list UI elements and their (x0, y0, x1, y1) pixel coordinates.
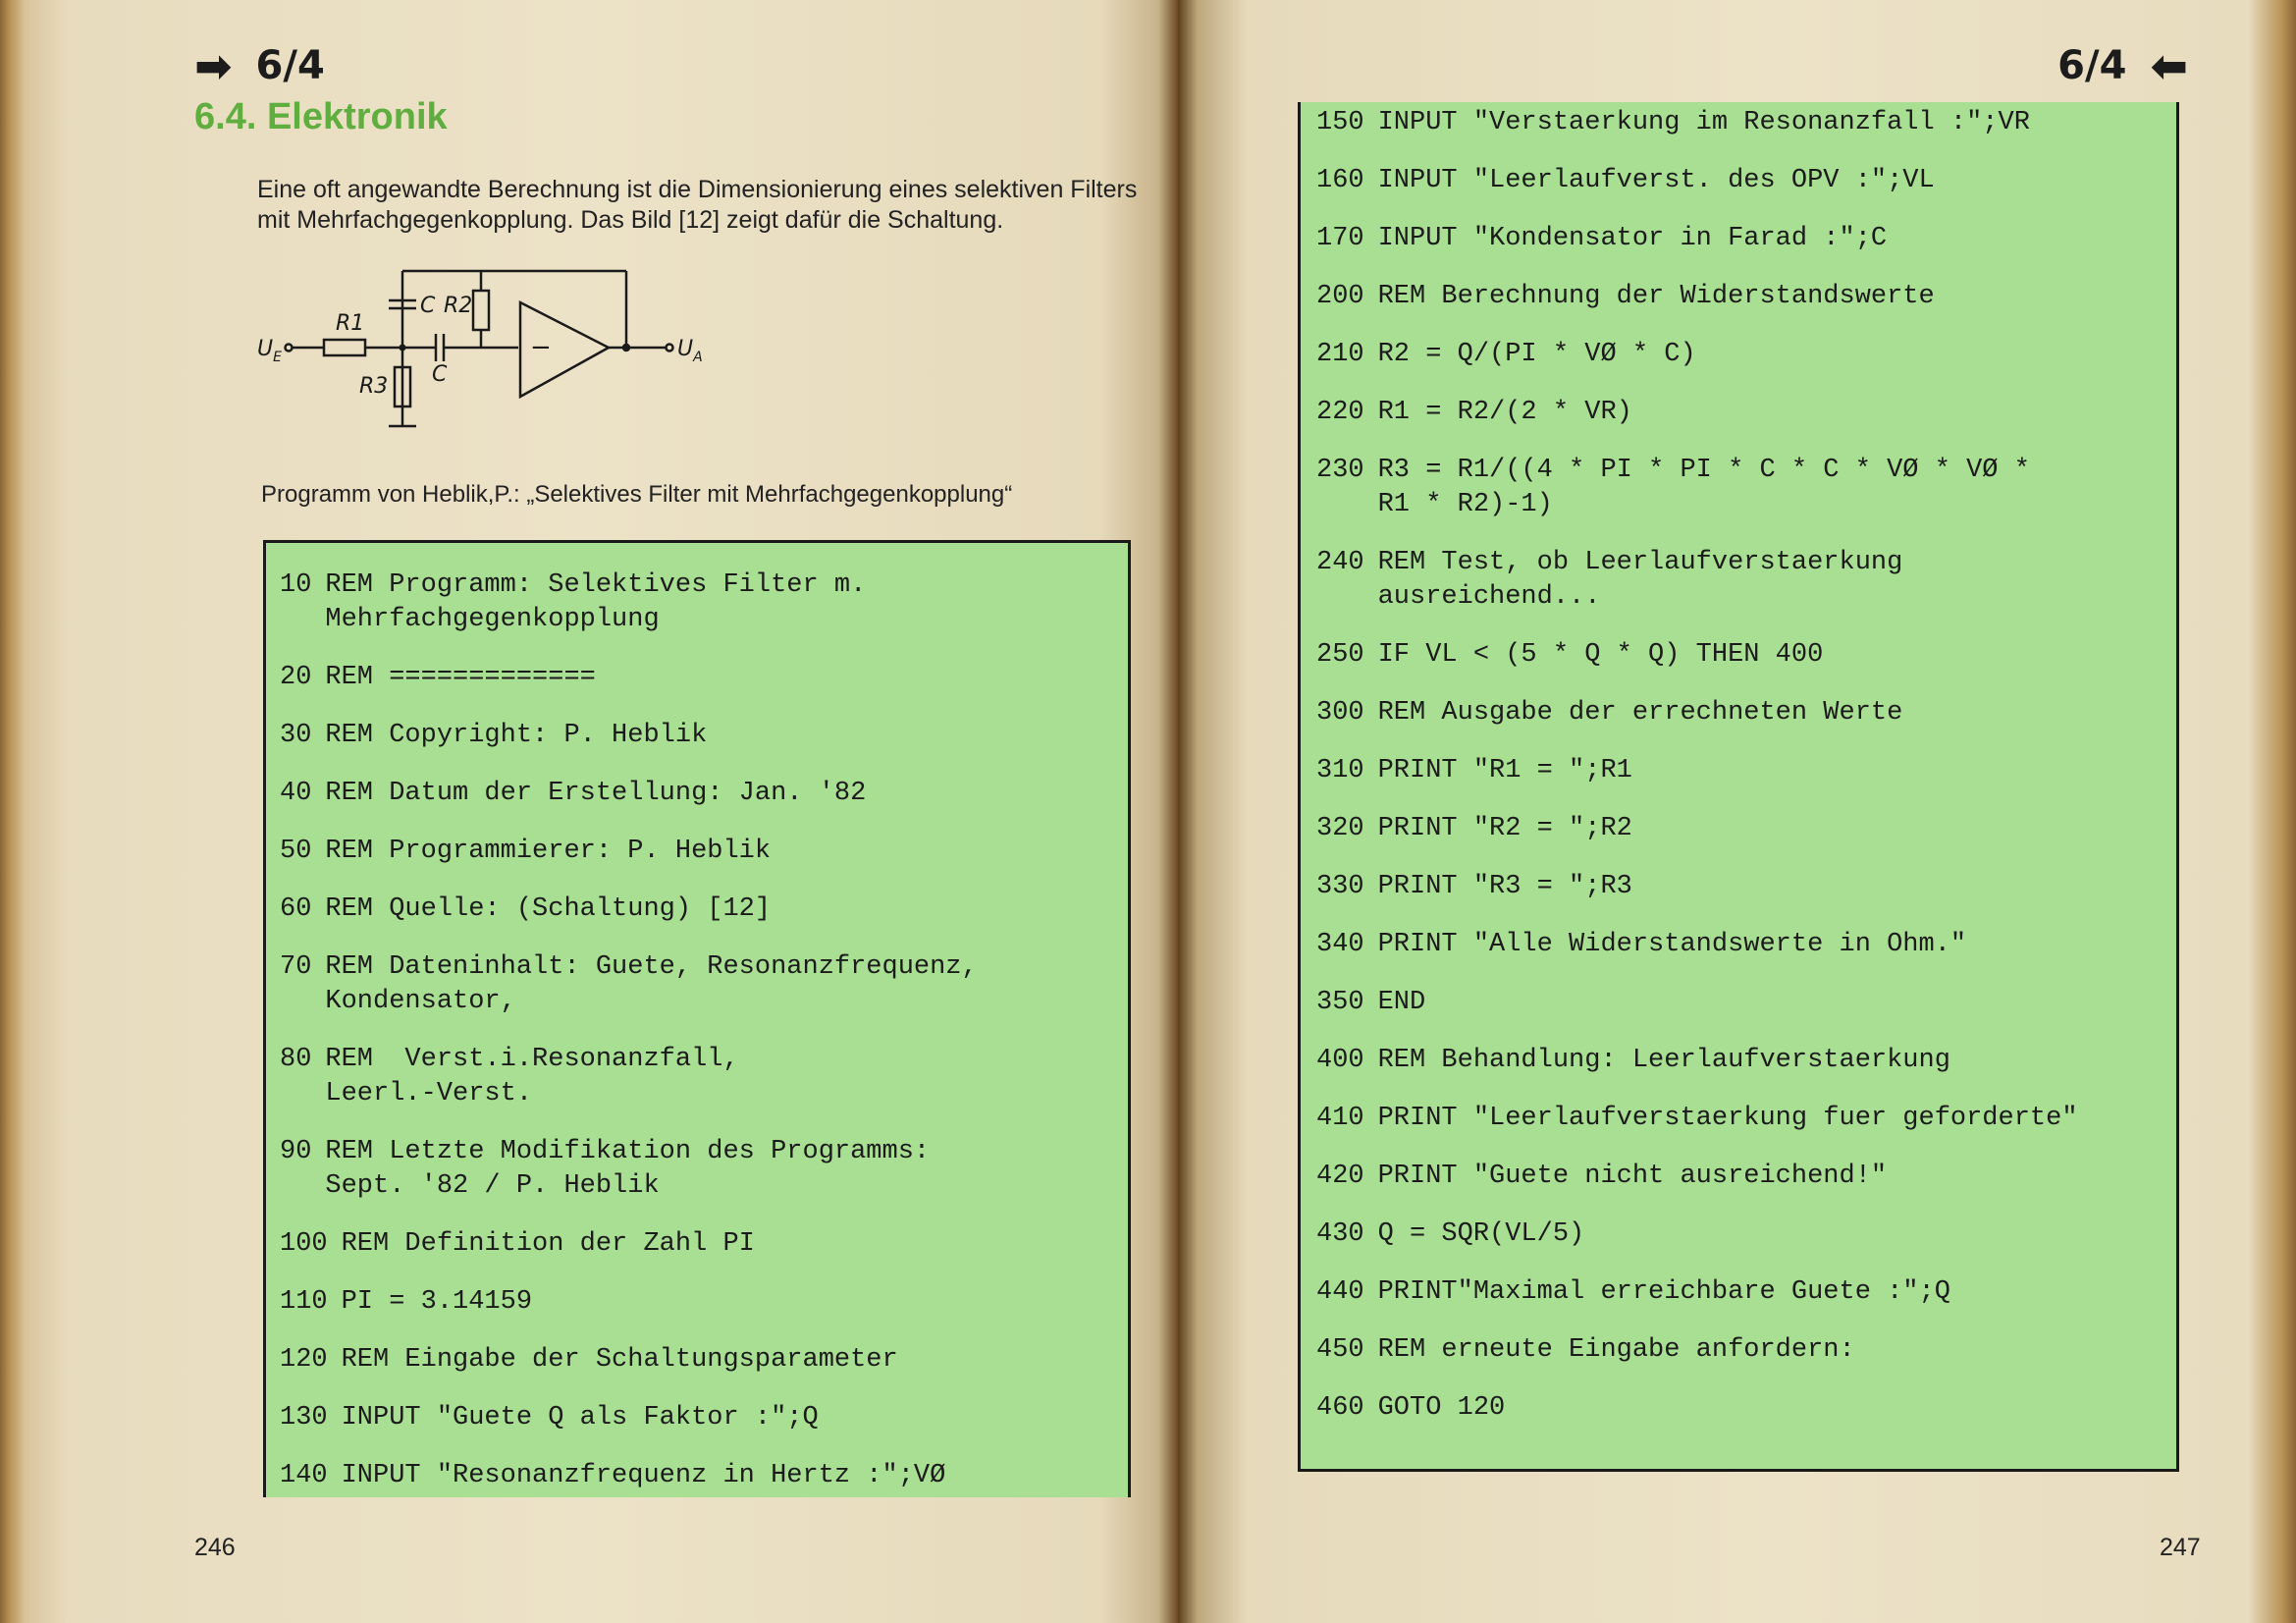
code-text: R3 = R1/((4 * PI * PI * C * C * VØ * VØ * R1 * R2)-1) (1377, 456, 2030, 519)
code-text: REM Berechnung der Widerstandswerte (1377, 282, 1935, 311)
line-number: 80 (280, 1045, 312, 1074)
line-number: 20 (280, 663, 312, 692)
line-number: 230 (1316, 456, 1364, 485)
code-line (1316, 696, 2166, 730)
code-line (1316, 454, 2166, 522)
section-number: 6/4 (2057, 43, 2127, 88)
code-text: PRINT "R2 = ";R2 (1377, 814, 1632, 843)
arrow-right-icon: ➡ (194, 39, 233, 92)
code-text: REM Datum der Erstellung: Jan. '82 (325, 779, 867, 808)
code-line (1316, 546, 2166, 615)
code-line (1316, 928, 2166, 962)
line-number: 210 (1316, 340, 1364, 369)
filter-schematic (253, 257, 715, 444)
line-number: 30 (280, 721, 312, 750)
line-number: 220 (1316, 398, 1364, 427)
section-header-right (2057, 39, 2188, 92)
line-number: 170 (1316, 224, 1364, 253)
code-text: INPUT "Verstaerkung im Resonanzfall :";VR (1377, 108, 2030, 137)
line-number: 40 (280, 779, 312, 808)
line-number: 320 (1316, 814, 1364, 843)
line-number: 120 (280, 1345, 328, 1375)
code-listing-left (263, 540, 1131, 1497)
line-number: 450 (1316, 1335, 1364, 1365)
code-line (280, 1459, 1118, 1493)
code-line (1316, 1160, 2166, 1194)
code-line (280, 1043, 1118, 1111)
svg-text:UE: $U_E$ (257, 337, 282, 365)
code-text: INPUT "Guete Q als Faktor :";Q (341, 1403, 819, 1433)
line-number: 250 (1316, 640, 1364, 670)
code-line (1316, 1275, 2166, 1310)
code-line (280, 1401, 1118, 1435)
code-text: REM Eingabe der Schaltungsparameter (341, 1345, 898, 1375)
line-number: 110 (280, 1287, 328, 1317)
svg-text:R2: R2 (444, 294, 473, 318)
line-number: 420 (1316, 1162, 1364, 1191)
code-text: PRINT "R1 = ";R1 (1377, 756, 1632, 785)
code-line (1316, 870, 2166, 904)
code-text: REM Dateninhalt: Guete, Resonanzfrequenz, Kondensator, (325, 952, 978, 1016)
line-number: 330 (1316, 872, 1364, 901)
line-number: 200 (1316, 282, 1364, 311)
code-text: IF VL < (5 * Q * Q) THEN 400 (1377, 640, 1824, 670)
input-terminal (286, 345, 293, 352)
code-line (280, 1285, 1118, 1320)
resistor-r1 (324, 340, 365, 355)
line-number: 430 (1316, 1219, 1364, 1249)
code-line (1316, 106, 2166, 140)
code-text: REM Letzte Modifikation des Programms: Sept. '82 / P. Heblik (325, 1137, 931, 1201)
svg-text:R3: R3 (359, 374, 389, 399)
program-caption: Programm von Heblik,P.: „Selektives Filter mit Mehrfachgegenkopplung“ (261, 481, 1013, 508)
line-number: 90 (280, 1137, 312, 1166)
code-text: PRINT "Guete nicht ausreichend!" (1377, 1162, 1888, 1191)
code-text: REM erneute Eingabe anfordern: (1377, 1335, 1855, 1365)
code-text: REM Test, ob Leerlaufverstaerkung ausreichend... (1377, 548, 1903, 612)
line-number: 70 (280, 952, 312, 982)
code-line (280, 1227, 1118, 1262)
code-line (1316, 164, 2166, 198)
line-number: 130 (280, 1403, 328, 1433)
code-text: REM Programmierer: P. Heblik (325, 837, 772, 866)
code-line (1316, 1217, 2166, 1252)
line-number: 440 (1316, 1277, 1364, 1307)
code-line (1316, 1102, 2166, 1136)
code-line (1316, 812, 2166, 846)
resistor-r2 (473, 291, 489, 330)
code-line (280, 835, 1118, 869)
code-text: END (1377, 988, 1426, 1017)
code-text: R1 = R2/(2 * VR) (1377, 398, 1632, 427)
line-number: 310 (1316, 756, 1364, 785)
code-line (1316, 986, 2166, 1020)
code-line (280, 777, 1118, 811)
code-line (280, 1135, 1118, 1204)
code-text: INPUT "Kondensator in Farad :";C (1377, 224, 1888, 253)
line-number: 240 (1316, 548, 1364, 577)
line-number: 100 (280, 1229, 328, 1259)
svg-text:R1: R1 (336, 311, 365, 336)
line-number: 340 (1316, 930, 1364, 959)
code-line (1316, 754, 2166, 788)
line-number: 300 (1316, 698, 1364, 728)
code-text: REM Behandlung: Leerlaufverstaerkung (1377, 1046, 1950, 1075)
code-listing-right (1298, 102, 2179, 1472)
code-text: PRINT"Maximal erreichbare Guete :";Q (1377, 1277, 1950, 1307)
code-text: Q = SQR(VL/5) (1377, 1219, 1585, 1249)
code-line (280, 661, 1118, 695)
code-text: REM Verst.i.Resonanzfall, Leerl.-Verst. (325, 1045, 739, 1109)
code-line (1316, 638, 2166, 673)
code-line (280, 719, 1118, 753)
arrow-left-icon: ⬅ (2150, 39, 2188, 92)
svg-text:UA: $U_A$ (677, 337, 703, 365)
svg-text:−: − (530, 333, 552, 362)
intro-paragraph: Eine oft angewandte Berechnung ist die Dimensionierung eines selektiven Filters mit Mehrfachgegenkopplung. Das Bild [12] zeigt dafür die Schaltung. (257, 176, 1138, 234)
line-number: 410 (1316, 1104, 1364, 1133)
code-text: REM ============= (325, 663, 596, 692)
svg-text:C: C (420, 294, 436, 318)
line-number: 140 (280, 1461, 328, 1490)
code-line (1316, 1333, 2166, 1368)
line-number: 60 (280, 894, 312, 924)
code-text: R2 = Q/(PI * VØ * C) (1377, 340, 1696, 369)
code-text: REM Quelle: (Schaltung) [12] (325, 894, 772, 924)
code-line (1316, 396, 2166, 430)
code-text: REM Definition der Zahl PI (341, 1229, 755, 1259)
line-number: 350 (1316, 988, 1364, 1017)
code-text: INPUT "Resonanzfrequenz in Hertz :";VØ (341, 1461, 946, 1490)
code-line (1316, 338, 2166, 372)
section-number: 6/4 (255, 43, 325, 88)
code-text: PRINT "Alle Widerstandswerte in Ohm." (1377, 930, 1967, 959)
output-terminal (667, 345, 673, 352)
svg-text:C: C (432, 362, 448, 387)
code-text: INPUT "Leerlaufverst. des OPV :";VL (1377, 166, 1935, 195)
line-number: 10 (280, 570, 312, 600)
code-text: PRINT "R3 = ";R3 (1377, 872, 1632, 901)
code-text: REM Programm: Selektives Filter m. Mehrfachgegenkopplung (325, 570, 867, 634)
code-line (280, 568, 1118, 637)
code-text: PI = 3.14159 (341, 1287, 533, 1317)
code-line (1316, 280, 2166, 314)
section-title: 6.4. Elektronik (194, 96, 448, 137)
code-text: PRINT "Leerlaufverstaerkung fuer geforderte" (1377, 1104, 2078, 1133)
line-number: 460 (1316, 1393, 1364, 1423)
code-line (280, 893, 1118, 927)
code-line (1316, 1044, 2166, 1078)
code-line (280, 950, 1118, 1019)
code-text: REM Ausgabe der errechneten Werte (1377, 698, 1903, 728)
line-number: 150 (1316, 108, 1364, 137)
code-line (1316, 222, 2166, 256)
code-text: REM Copyright: P. Heblik (325, 721, 708, 750)
page-number-left: 246 (194, 1534, 236, 1561)
section-header-left (194, 39, 325, 92)
code-text: GOTO 120 (1377, 1393, 1506, 1423)
code-line (1316, 1391, 2166, 1426)
line-number: 50 (280, 837, 312, 866)
line-number: 160 (1316, 166, 1364, 195)
code-line (280, 1343, 1118, 1378)
line-number: 400 (1316, 1046, 1364, 1075)
page-number-right: 247 (2160, 1534, 2201, 1561)
